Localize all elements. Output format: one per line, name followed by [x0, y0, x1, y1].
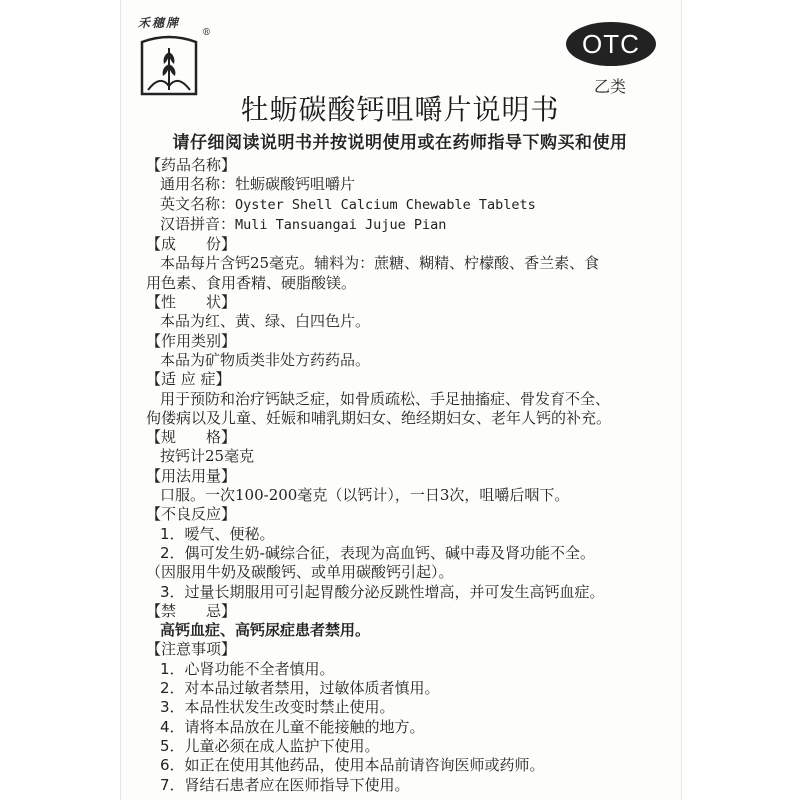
- precaution-item: 2．对本品过敏者禁用，过敏体质者慎用。: [160, 679, 440, 698]
- spec-text: 按钙计25毫克: [160, 447, 255, 466]
- precaution-item: 5．儿童必须在成人监护下使用。: [160, 736, 380, 755]
- english-name: Oyster Shell Calcium Chewable Tablets: [235, 196, 536, 213]
- pinyin-row: [146, 215, 676, 235]
- otc-class-label: 乙类: [594, 77, 627, 96]
- adverse-item: 1．嗳气、便秘。: [160, 524, 275, 543]
- adverse-item: 2．偶可发生奶-碱综合征，表现为高血钙、碱中毒及肾功能不全。: [160, 543, 595, 562]
- registered-mark: ®: [202, 28, 211, 38]
- section-heading-appearance: 【性 状】: [146, 293, 237, 312]
- precaution-item: 7．肾结石患者应在医师指导下使用。: [160, 775, 410, 794]
- section-heading-usage: 【用法用量】: [146, 466, 237, 485]
- usage-text: 口服。一次100-200毫克（以钙计），一日3次，咀嚼后咽下。: [160, 486, 570, 505]
- contraindications-text: 高钙血症、高钙尿症患者禁用。: [160, 621, 371, 640]
- precaution-item: 6．如正在使用其他药品，使用本品前请咨询医师或药师。: [160, 756, 545, 775]
- indications-line: 佝偻病以及儿童、妊娠和哺乳期妇女、绝经期妇女、老年人钙的补充。: [146, 408, 612, 427]
- composition-line: 用色素、食用香精、硬脂酸镁。: [146, 273, 357, 292]
- section-heading-contraindications: 【禁 忌】: [146, 601, 237, 620]
- generic-name: 通用名称：牡蛎碳酸钙咀嚼片: [160, 175, 356, 194]
- section-heading-adverse: 【不良反应】: [146, 505, 237, 524]
- document-subtitle: 请仔细阅读说明书并按说明使用或在药师指导下购买和使用: [172, 133, 628, 153]
- section-heading-drug-name: 【药品名称】: [146, 156, 237, 174]
- section-heading-composition: 【成 份】: [146, 235, 237, 254]
- section-heading-precautions: 【注意事项】: [146, 640, 237, 659]
- precaution-item: 3．本品性状发生改变时禁止使用。: [160, 698, 395, 717]
- adverse-item-note: （因服用牛奶及碳酸钙、或单用碳酸钙引起）。: [146, 563, 454, 582]
- indications-line: 用于预防和治疗钙缺乏症，如骨质疏松、手足抽搐症、骨发育不全、: [160, 389, 611, 408]
- composition-line: 本品每片含钙25毫克。辅料为：蔗糖、糊精、柠檬酸、香兰素、食: [160, 254, 600, 273]
- category-text: 本品为矿物质类非处方药药品。: [160, 350, 371, 369]
- section-heading-spec: 【规 格】: [146, 428, 237, 447]
- precaution-item: 4．请将本品放在儿童不能接触的地方。: [160, 717, 425, 736]
- document-title: 牡蛎碳酸钙咀嚼片说明书: [240, 93, 560, 126]
- leaflet-content: [146, 156, 676, 795]
- precaution-item: 1．心肾功能不全者慎用。: [160, 659, 335, 678]
- english-name-label: 英文名称：: [160, 194, 236, 213]
- section-heading-indications: 【适 应 症】: [146, 370, 231, 389]
- pinyin-label: 汉语拼音：: [160, 214, 236, 233]
- pinyin-name: Muli Tansuangai Jujue Pian: [235, 216, 447, 233]
- brand-text: 禾穗牌: [138, 16, 181, 30]
- english-name-row: [146, 195, 676, 215]
- section-heading-category: 【作用类别】: [146, 331, 237, 350]
- appearance-text: 本品为红、黄、绿、白四色片。: [160, 312, 371, 331]
- brand-logo: [126, 14, 216, 98]
- otc-badge: OTC: [566, 22, 656, 66]
- adverse-item: 3．过量长期服用可引起胃酸分泌反跳性增高，并可发生高钙血症。: [160, 582, 605, 601]
